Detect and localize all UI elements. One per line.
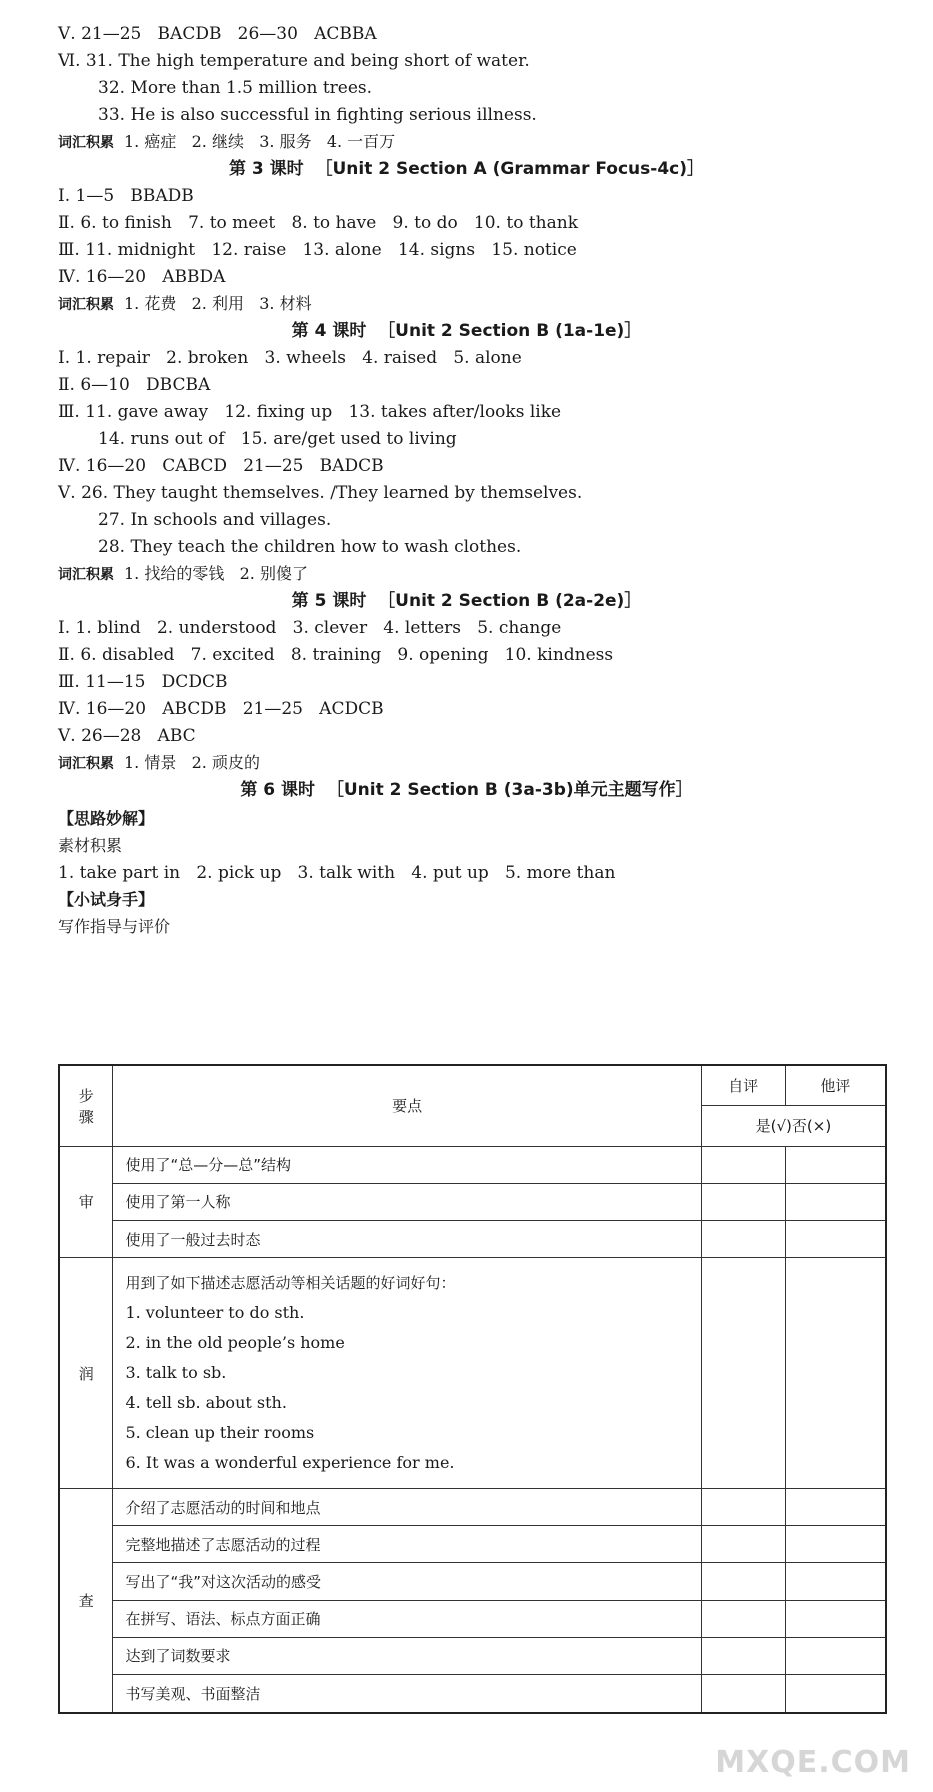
header-self-eval: 自评 <box>701 1065 785 1106</box>
self-eval-cell[interactable] <box>701 1563 785 1600</box>
answer-line: 14. runs out of 15. are/get used to living <box>98 429 457 449</box>
criterion: 使用了“总—分—总”结构 <box>113 1146 701 1183</box>
criterion: 书写美观、书面整洁 <box>113 1675 701 1713</box>
answer-line: Ⅴ. 26—28 ABC <box>58 726 196 746</box>
vocab-text: 1. 癌症 2. 继续 3. 服务 4. 一百万 <box>124 132 396 151</box>
phrase-intro: 用到了如下描述志愿活动等相关话题的好词好句： <box>125 1274 456 1293</box>
answer-line: 33. He is also successful in fighting serious illness. <box>98 105 537 125</box>
self-eval-cell[interactable] <box>701 1675 785 1713</box>
self-eval-cell[interactable] <box>701 1220 785 1257</box>
site-watermark: MXQE.COM <box>715 1745 911 1780</box>
peer-eval-cell[interactable] <box>785 1637 886 1674</box>
phrase-item: 1. volunteer to do sth. <box>125 1303 305 1323</box>
answer-line: Ⅰ. 1—5 BBADB <box>58 186 194 206</box>
answer-line: Ⅵ. 31. The high temperature and being short of water. <box>58 51 530 71</box>
lesson-heading: 第 6 课时 ［Unit 2 Section B (3a-3b)单元主题写作］ <box>240 780 693 800</box>
writing-evaluation-table <box>58 1064 887 1714</box>
answer-line: Ⅳ. 16—20 ABBDA <box>58 267 226 287</box>
peer-eval-cell[interactable] <box>785 1563 886 1600</box>
self-eval-cell[interactable] <box>701 1258 785 1489</box>
answer-line: Ⅲ. 11. gave away 12. fixing up 13. takes after/looks like <box>58 402 562 422</box>
answer-line: 1. take part in 2. pick up 3. talk with 4. put up 5. more than <box>58 863 616 883</box>
phrase-item: 4. tell sb. about sth. <box>125 1393 287 1413</box>
peer-eval-cell[interactable] <box>785 1220 886 1257</box>
answer-line: Ⅰ. 1. repair 2. broken 3. wheels 4. raised 5. alone <box>58 348 522 368</box>
self-eval-cell[interactable] <box>701 1637 785 1674</box>
vocab-label: 词汇积累 <box>58 567 114 583</box>
answer-line: Ⅳ. 16—20 ABCDB 21—25 ACDCB <box>58 699 384 719</box>
vocab-text: 1. 花费 2. 利用 3. 材料 <box>124 294 312 313</box>
peer-eval-cell[interactable] <box>785 1675 886 1713</box>
lesson-heading: 第 5 课时 ［Unit 2 Section B (2a-2e)］ <box>291 591 642 611</box>
criterion: 完整地描述了志愿活动的过程 <box>113 1526 701 1563</box>
answer-line: 27. In schools and villages. <box>98 510 332 530</box>
phrase-item: 3. talk to sb. <box>125 1363 227 1383</box>
lesson-heading: 第 3 课时 ［Unit 2 Section A (Grammar Focus-4c)］ <box>228 159 705 179</box>
answer-line: 32. More than 1.5 million trees. <box>98 78 373 98</box>
peer-eval-cell[interactable] <box>785 1258 886 1489</box>
peer-eval-cell[interactable] <box>785 1183 886 1220</box>
phrase-item: 5. clean up their rooms <box>125 1423 315 1443</box>
vocab-line <box>58 132 395 153</box>
self-eval-cell[interactable] <box>701 1146 785 1183</box>
vocab-label: 词汇积累 <box>58 135 114 151</box>
criterion: 使用了一般过去时态 <box>113 1220 701 1257</box>
self-eval-cell[interactable] <box>701 1489 785 1526</box>
vocab-label: 词汇积累 <box>58 756 114 772</box>
group-label: 润 <box>59 1258 113 1489</box>
answer-line: 28. They teach the children how to wash clothes. <box>98 537 522 557</box>
header-peer-eval: 他评 <box>785 1065 886 1106</box>
phrase-item: 2. in the old people’s home <box>125 1333 345 1353</box>
header-point: 要点 <box>113 1065 701 1146</box>
criterion: 介绍了志愿活动的时间和地点 <box>113 1489 701 1526</box>
phrase-item: 6. It was a wonderful experience for me. <box>125 1453 455 1473</box>
self-eval-cell[interactable] <box>701 1600 785 1637</box>
vocab-line <box>58 294 312 315</box>
answer-line: Ⅲ. 11. midnight 12. raise 13. alone 14. signs 15. notice <box>58 240 577 260</box>
criterion: 达到了词数要求 <box>113 1637 701 1674</box>
answer-line: Ⅱ. 6. to finish 7. to meet 8. to have 9. to do 10. to thank <box>58 213 578 233</box>
subsection-label: 素材积累 <box>58 836 123 855</box>
group-label: 审 <box>59 1146 113 1258</box>
vocab-line <box>58 753 260 774</box>
answer-line: Ⅴ. 26. They taught themselves. /They learned by themselves. <box>58 483 583 503</box>
vocab-label: 词汇积累 <box>58 297 114 313</box>
lesson-heading: 第 4 课时 ［Unit 2 Section B (1a-1e)］ <box>291 321 642 341</box>
vocab-text: 1. 找给的零钱 2. 别傻了 <box>124 564 308 583</box>
vocab-text: 1. 情景 2. 顽皮的 <box>124 753 260 772</box>
answer-line: Ⅳ. 16—20 CABCD 21—25 BADCB <box>58 456 384 476</box>
peer-eval-cell[interactable] <box>785 1146 886 1183</box>
section-label: 【思路妙解】 <box>58 809 155 828</box>
answer-line: Ⅰ. 1. blind 2. understood 3. clever 4. letters 5. change <box>58 618 562 638</box>
criterion: 写出了“我”对这次活动的感受 <box>113 1563 701 1600</box>
peer-eval-cell[interactable] <box>785 1526 886 1563</box>
peer-eval-cell[interactable] <box>785 1489 886 1526</box>
answer-line: Ⅱ. 6. disabled 7. excited 8. training 9. opening 10. kindness <box>58 645 614 665</box>
answer-line: Ⅲ. 11—15 DCDCB <box>58 672 228 692</box>
subsection-label: 写作指导与评价 <box>58 917 171 936</box>
criterion: 使用了第一人称 <box>113 1183 701 1220</box>
peer-eval-cell[interactable] <box>785 1600 886 1637</box>
vocab-line <box>58 564 308 585</box>
section-label: 【小试身手】 <box>58 890 155 909</box>
header-scale: 是(√)否(×) <box>701 1106 886 1147</box>
phrase-list-cell <box>113 1258 701 1489</box>
header-step: 步骤 <box>59 1065 113 1146</box>
self-eval-cell[interactable] <box>701 1183 785 1220</box>
self-eval-cell[interactable] <box>701 1526 785 1563</box>
answer-line: Ⅴ. 21—25 BACDB 26—30 ACBBA <box>58 24 377 44</box>
criterion: 在拼写、语法、标点方面正确 <box>113 1600 701 1637</box>
answer-line: Ⅱ. 6—10 DBCBA <box>58 375 211 395</box>
group-label: 查 <box>59 1489 113 1713</box>
